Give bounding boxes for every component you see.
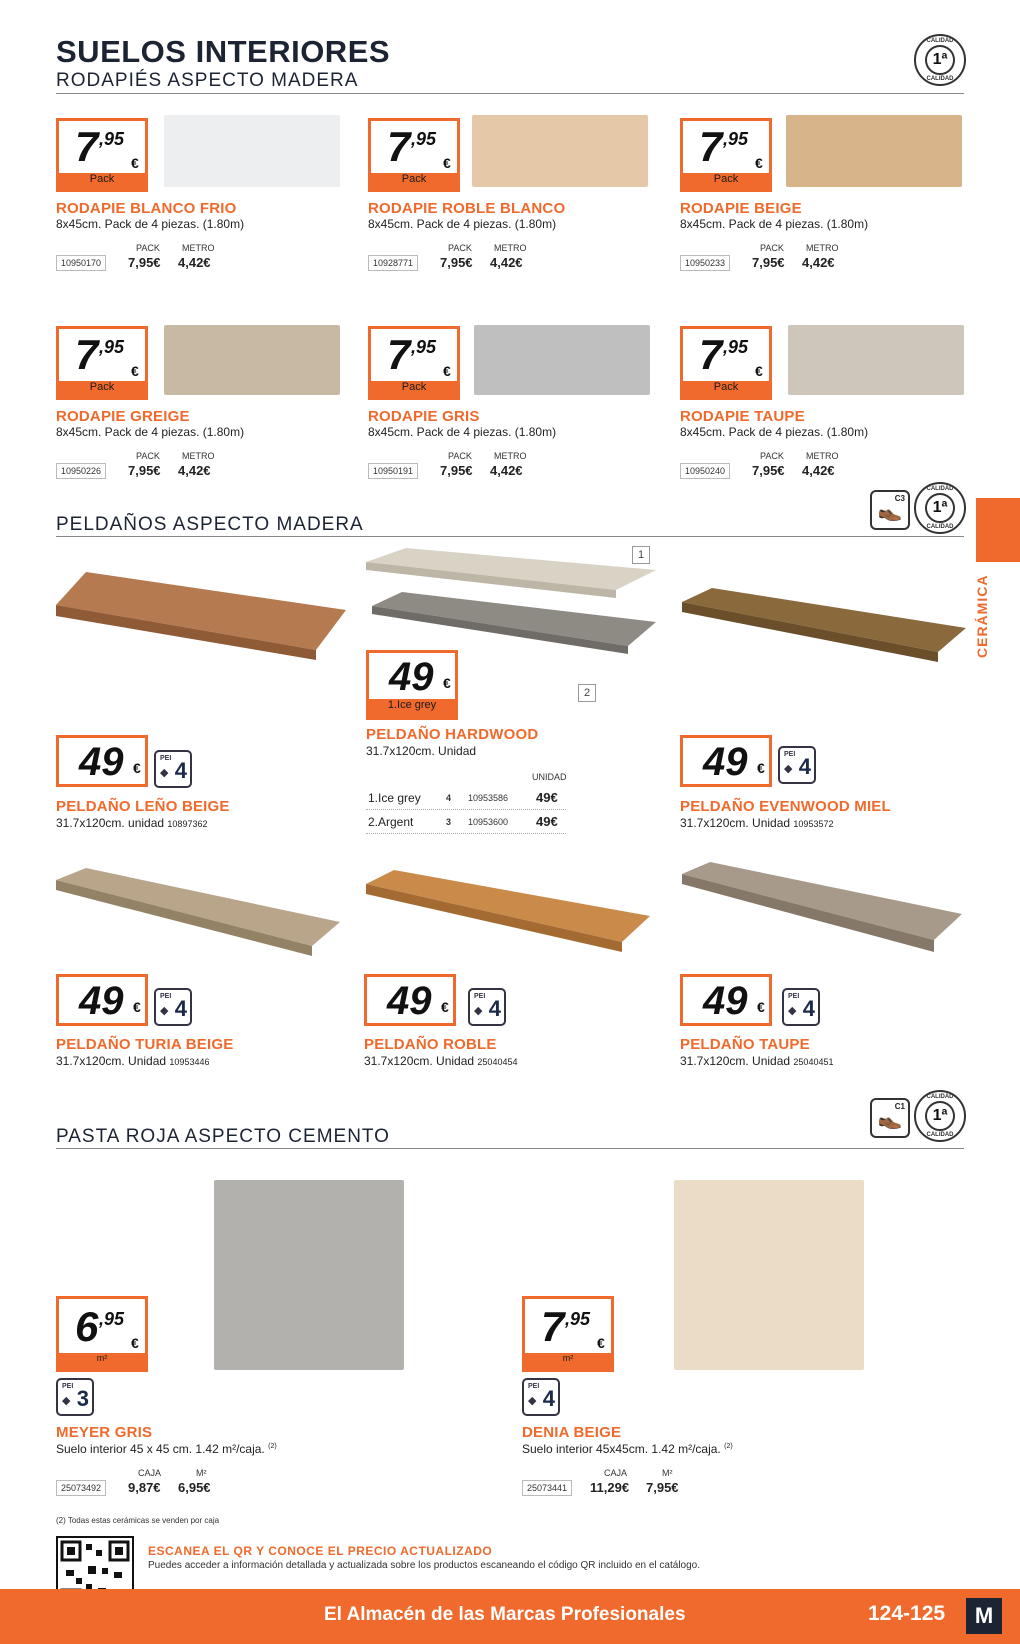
price-pack: 7,95€ [752, 255, 785, 270]
col-label-pack: PACK [760, 451, 784, 461]
product-image [214, 1180, 404, 1370]
price-caja: 11,29€ [590, 1480, 630, 1495]
product-name: MEYER GRIS [56, 1424, 153, 1441]
product-desc: 31.7x120cm. Unidad [366, 744, 477, 758]
brand-logo: M [966, 1598, 1002, 1634]
col-label-metro: METRO [494, 243, 527, 253]
product-desc: 8x45cm. Pack de 4 piezas. (1.80m) [368, 217, 557, 231]
product-desc: 31.7x120cm. Unidad 10953446 [56, 1054, 210, 1068]
product-ref: 10950226 [56, 463, 106, 479]
product-name: PELDAÑO TURIA BEIGE [56, 1036, 234, 1053]
price-metro: 4,42€ [802, 463, 835, 478]
qr-title: ESCANEA EL QR Y CONOCE EL PRECIO ACTUALIZADO [148, 1544, 493, 1558]
product-ref: 10950170 [56, 255, 106, 271]
col-label-metro: METRO [182, 451, 215, 461]
product-desc: 8x45cm. Pack de 4 piezas. (1.80m) [56, 217, 245, 231]
price-tag: 49 € [680, 974, 772, 1026]
qr-text: Puedes acceder a información detallada y actualizada sobre los productos escaneando el código QR incluido en el catálogo. [148, 1560, 701, 1571]
quality-seal-icon: CALIDAD 1ª CALIDAD [914, 1090, 966, 1142]
product-ref: 10950240 [680, 463, 730, 479]
price-pack: 7,95€ [128, 255, 161, 270]
price-tag: 6 ,95 € m² [56, 1296, 148, 1372]
price-tag: 7 ,95 € Pack [680, 118, 772, 192]
product-name: PELDAÑO ROBLE [364, 1036, 497, 1053]
side-section-label: CERÁMICA [974, 574, 990, 658]
product-card-rodapie[interactable] [56, 323, 346, 483]
product-image [56, 860, 346, 960]
divider [56, 1148, 964, 1149]
price-m2: 6,95€ [178, 1480, 211, 1495]
product-desc: 8x45cm. Pack de 4 piezas. (1.80m) [680, 425, 869, 439]
col-label-metro: METRO [806, 243, 839, 253]
product-card-rodapie[interactable] [368, 115, 658, 275]
price-tag: 49 € [364, 974, 456, 1026]
product-card-rodapie[interactable] [368, 323, 658, 483]
product-ref: 10928771 [368, 255, 418, 271]
product-card-rodapie[interactable] [680, 115, 970, 275]
price-tag: 7 ,95 € Pack [368, 326, 460, 400]
price-pack: 7,95€ [440, 463, 473, 478]
product-card-peldano[interactable] [364, 860, 654, 1080]
col-label-unidad: UNIDAD [532, 772, 567, 782]
col-label-m2: M² [196, 1468, 207, 1478]
col-label-pack: PACK [448, 451, 472, 461]
variant-marker: 2 [578, 684, 596, 702]
product-image [164, 325, 340, 395]
quality-seal-icon: CALIDAD 1ª CALIDAD [914, 34, 966, 86]
product-desc: 31.7x120cm. unidad 10897362 [56, 816, 208, 830]
variant-marker: 1 [632, 546, 650, 564]
product-card-peldano-hardwood[interactable] [366, 542, 656, 842]
product-image [680, 860, 970, 960]
pei-badge: PEI ◆ 4 [522, 1378, 560, 1416]
product-image [164, 115, 340, 187]
product-desc: Suelo interior 45 x 45 cm. 1.42 m²/caja. $^{(2)}$ [56, 1442, 277, 1456]
col-label-metro: METRO [494, 451, 527, 461]
product-ref: 25073441 [522, 1480, 572, 1496]
product-ref: 10950233 [680, 255, 730, 271]
price-tag: 49 € 1.Ice grey [366, 650, 458, 720]
product-image [56, 560, 346, 660]
price-pack: 7,95€ [128, 463, 161, 478]
product-image [364, 860, 654, 960]
footnote: (2) Todas estas cerámicas se venden por caja [56, 1516, 220, 1525]
product-card-pasta[interactable] [522, 1180, 942, 1500]
page-numbers: 124-125 [868, 1602, 946, 1625]
section-tab [976, 498, 1020, 562]
price-tag: 7 ,95 € Pack [680, 326, 772, 400]
product-desc: 31.7x120cm. Unidad 25040454 [364, 1054, 518, 1068]
product-image [786, 115, 962, 187]
page-title: SUELOS INTERIORES [56, 34, 391, 69]
price-tag: 7 ,95 € Pack [368, 118, 460, 192]
pei-badge: PEI ◆ 4 [468, 988, 506, 1026]
col-label-metro: METRO [806, 451, 839, 461]
col-label-m2: M² [662, 1468, 673, 1478]
col-label-pack: PACK [136, 451, 160, 461]
product-name: PELDAÑO TAUPE [680, 1036, 810, 1053]
product-card-peldano[interactable] [56, 560, 346, 830]
price-caja: 9,87€ [128, 1480, 161, 1495]
price-pack: 7,95€ [752, 463, 785, 478]
price-metro: 4,42€ [490, 255, 523, 270]
product-image [674, 1180, 864, 1370]
divider [56, 93, 964, 94]
price-metro: 4,42€ [178, 255, 211, 270]
footer-slogan: El Almacén de las Marcas Profesionales [324, 1604, 686, 1625]
quality-seal-icon: CALIDAD 1ª CALIDAD [914, 482, 966, 534]
col-label-caja: CAJA [604, 1468, 628, 1478]
price-metro: 4,42€ [178, 463, 211, 478]
col-label-pack: PACK [136, 243, 160, 253]
pei-badge: PEI ◆ 3 [56, 1378, 94, 1416]
product-name: RODAPIE GRIS [368, 408, 480, 425]
pei-badge: PEI ◆ 4 [778, 746, 816, 784]
slip-resistance-icon: C1 👞 [870, 1098, 910, 1138]
price-metro: 4,42€ [802, 255, 835, 270]
product-image [680, 580, 970, 680]
product-card-peldano[interactable] [680, 560, 970, 830]
price-tag: 7 ,95 € Pack [56, 118, 148, 192]
product-desc: 31.7x120cm. Unidad 25040451 [680, 1054, 834, 1068]
pei-badge: PEI ◆ 4 [154, 988, 192, 1026]
product-card-peldano[interactable] [680, 860, 970, 1080]
price-tag: 7 ,95 € m² [522, 1296, 614, 1372]
price-pack: 7,95€ [440, 255, 473, 270]
col-label-pack: PACK [448, 243, 472, 253]
col-label-metro: METRO [182, 243, 215, 253]
product-ref: 25073492 [56, 1480, 106, 1496]
product-name: RODAPIE GREIGE [56, 408, 190, 425]
product-desc: 8x45cm. Pack de 4 piezas. (1.80m) [680, 217, 869, 231]
product-name: DENIA BEIGE [522, 1424, 622, 1441]
product-image [474, 325, 650, 395]
product-name: PELDAÑO HARDWOOD [366, 726, 539, 743]
price-tag: 49 € [56, 735, 148, 787]
product-name: RODAPIE BEIGE [680, 200, 802, 217]
product-image [472, 115, 648, 187]
product-name: RODAPIE BLANCO FRIO [56, 200, 237, 217]
col-label-pack: PACK [760, 243, 784, 253]
product-card-rodapie[interactable] [56, 115, 346, 275]
product-name: PELDAÑO EVENWOOD MIEL [680, 798, 891, 815]
product-desc: 8x45cm. Pack de 4 piezas. (1.80m) [56, 425, 245, 439]
section-title-pasta: PASTA ROJA ASPECTO CEMENTO [56, 1126, 390, 1147]
product-card-peldano[interactable] [56, 860, 346, 1080]
slip-resistance-icon: C3 👞 [870, 490, 910, 530]
product-card-pasta[interactable] [56, 1180, 476, 1500]
section-title-peldanos: PELDAÑOS ASPECTO MADERA [56, 514, 364, 535]
col-label-caja: CAJA [138, 1468, 162, 1478]
product-image [788, 325, 964, 395]
product-desc: 31.7x120cm. Unidad 10953572 [680, 816, 834, 830]
price-m2: 7,95€ [646, 1480, 679, 1495]
product-name: RODAPIE ROBLE BLANCO [368, 200, 566, 217]
pei-badge: PEI ◆ 4 [154, 750, 192, 788]
product-ref: 10950191 [368, 463, 418, 479]
product-name: RODAPIE TAUPE [680, 408, 805, 425]
price-metro: 4,42€ [490, 463, 523, 478]
divider [56, 536, 964, 537]
variant-row: 1.Ice grey 4 10953586 49€ [366, 788, 566, 810]
product-name: PELDAÑO LEÑO BEIGE [56, 798, 230, 815]
product-desc: Suelo interior 45x45cm. 1.42 m²/caja. $^{(2)}$ [522, 1442, 733, 1456]
product-desc: 8x45cm. Pack de 4 piezas. (1.80m) [368, 425, 557, 439]
product-card-rodapie[interactable] [680, 323, 970, 483]
price-tag: 49 € [56, 974, 148, 1026]
section-title-rodapies: RODAPIÉS ASPECTO MADERA [56, 70, 359, 91]
pei-badge: PEI ◆ 4 [782, 988, 820, 1026]
price-tag: 49 € [680, 735, 772, 787]
price-tag: 7 ,95 € Pack [56, 326, 148, 400]
variant-row: 2.Argent 3 10953600 49€ [366, 812, 566, 834]
